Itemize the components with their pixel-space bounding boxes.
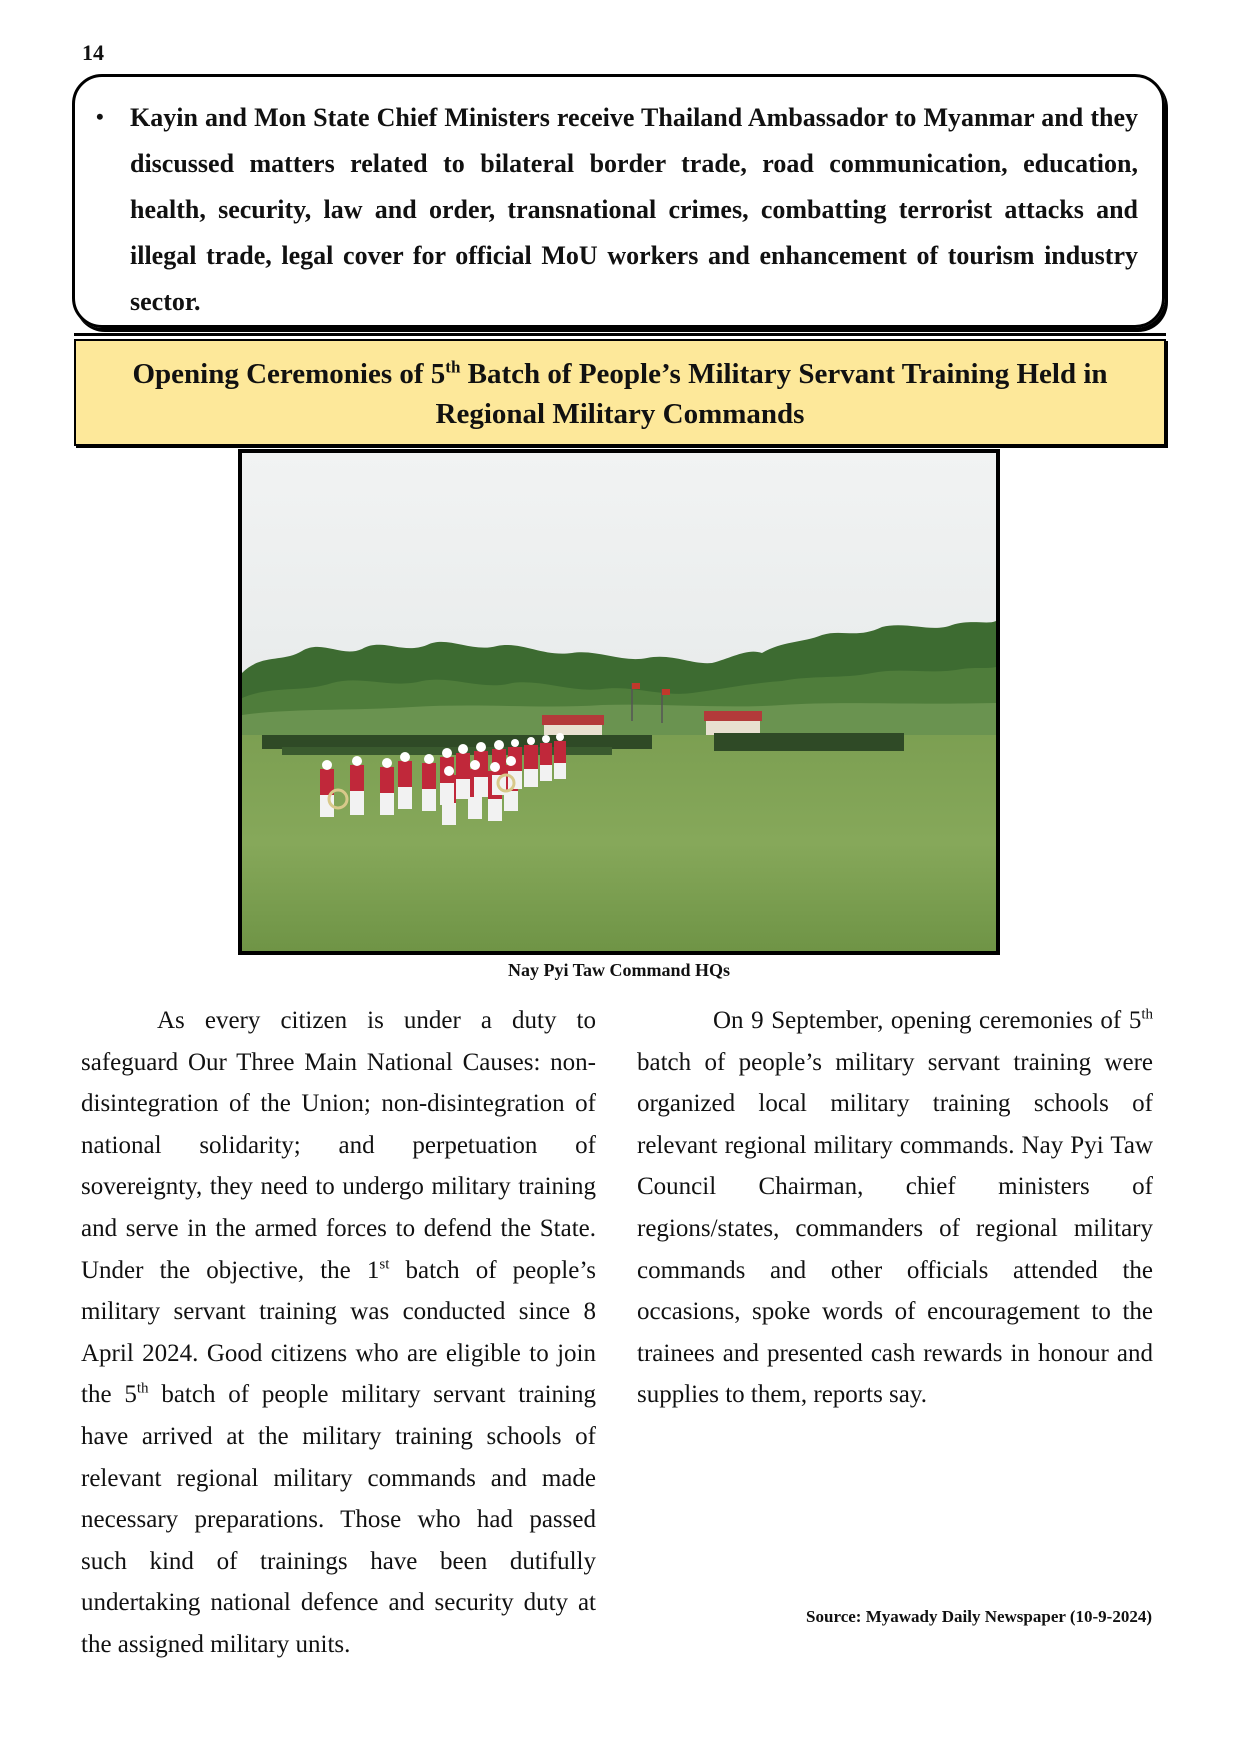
photo-caption: Nay Pyi Taw Command HQs <box>507 960 731 980</box>
article-p2-text-a: On 9 September, opening ceremonies of 5 <box>713 1007 1142 1034</box>
source-credit: Source: Myawady Daily Newspaper (10-9-2024) <box>806 1607 1152 1626</box>
headline-superscript: th <box>445 357 461 377</box>
article-p1-text-c: batch of people military servant training have arrived at the military training schools of relevant regional military commands and made necessary preparations. Those who had passed such kind of trainings have been dutifully undertaking national defence and security duty at the assigned military units. <box>81 1381 596 1658</box>
headline-part-1: Opening Ceremonies of 5 <box>132 358 446 390</box>
article-p1-sup-2: th <box>136 1381 149 1398</box>
bullet-box <box>72 74 1165 328</box>
article-paragraph-2 <box>637 1000 1153 1416</box>
article-paragraph-1 <box>81 1000 596 1666</box>
article-p2-text-b: batch of people’s military servant training were organized local military training schools of relevant regional military commands. Nay Pyi Taw Council Chairman, chief ministers of regions/states, commanders of regional military commands and other officials attended the occasions, spoke words of encouragement to the trainees and presented cash rewards in honour and supplies to them, reports say. <box>637 1048 1153 1409</box>
article-p1-text-a: As every citizen is under a duty to safeguard Our Three Main National Causes: non-disintegration of the Union; non-disintegration of national solidarity; and perpetuation of sovereignty, they need to undergo military training and serve in the armed forces to defend the State. Under the objective, the 1 <box>81 1007 596 1284</box>
page-number: 14 <box>82 40 104 65</box>
article-column-right <box>637 1000 1153 1416</box>
bullet-point-icon: • <box>96 104 104 129</box>
photo <box>238 449 1000 955</box>
headline <box>74 339 1166 446</box>
article-p1-sup-1: st <box>379 1256 390 1273</box>
divider <box>74 333 1166 336</box>
bullet-text: Kayin and Mon State Chief Ministers receive Thailand Ambassador to Myanmar and they discussed matters related to bilateral border trade, road communication, education, health, security, law and order, transnational crimes, combatting terrorist attacks and illegal trade, legal cover for official MoU workers and enhancement of tourism industry sector. <box>130 103 1138 316</box>
article-p2-sup: th <box>1141 1006 1153 1023</box>
article-p1-text-b: batch of people’s military servant training was conducted since 8 April 2024. Good citizens who are eligible to join the 5 <box>81 1256 596 1409</box>
headline-part-2: Batch of People’s Military Servant Training Held in Regional Military Commands <box>435 358 1108 430</box>
ceremony-photo-illustration <box>242 453 996 951</box>
article-column-left <box>81 1000 596 1666</box>
